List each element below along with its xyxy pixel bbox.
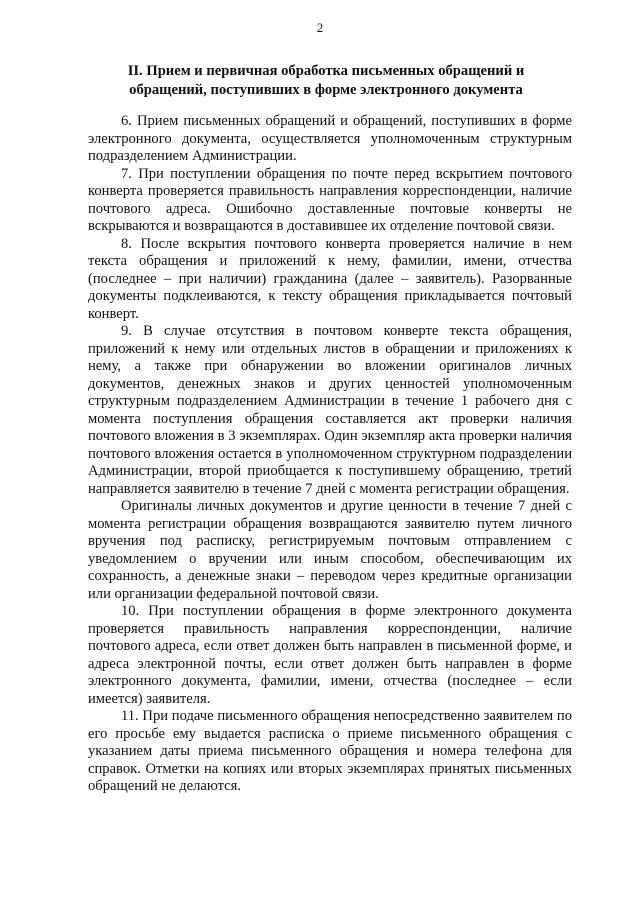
section-heading-line-1: II. Прием и первичная обработка письменных обращений и — [127, 63, 525, 79]
paragraph-9: 9. В случае отсутствия в почтовом конверте текста обращения, приложений к нему или отдельных листов в обращении и приложениях к нему, а также при обнаружении во вложении оригиналов личных документов, денежных знаков и других ценностей уполномоченным структурным подразделением Администрации в течение 1 рабочего дня с момента поступления обращения составляется акт проверки наличия почтового вложения в 3 экземплярах. Один экземпляр акта проверки наличия почтового вложения остается в уполномоченном структурном подразделении Администрации, второй приобщается к поступившему обращению, третий направляется заявителю в течение 7 дней с момента регистрации обращения. — [88, 323, 572, 497]
section-heading-line-2: обращений, поступивших в форме электронного документа — [129, 82, 523, 98]
document-body — [88, 113, 572, 796]
page-number: 2 — [316, 20, 324, 35]
paragraph-7: 7. При поступлении обращения по почте перед вскрытием почтового конверта проверяется правильность направления корреспонденции, наличие почтового адреса. Ошибочно доставленные почтовые конверты не вскрываются и возвращаются в доставившее их отделение почтовой связи. — [88, 165, 572, 234]
paragraph-6: 6. Прием письменных обращений и обращений, поступивших в форме электронного документа, осуществляется уполномоченным структурным подразделением Администрации. — [88, 113, 572, 164]
paragraph-11: 11. При подаче письменного обращения непосредственно заявителем по его просьбе ему выдается расписка о приеме письменного обращения с указанием даты приема письменного обращения и номера телефона для справок. Отметки на копиях или вторых экземплярах принятых письменных обращений не делаются. — [88, 708, 572, 794]
paragraph-9-continued: Оригиналы личных документов и другие ценности в течение 7 дней с момента регистрации обращения возвращаются заявителю путем личного вручения под расписку, регистрируемым почтовым отправлением с уведомлением о вручении или иным способом, обеспечивающим их сохранность, а денежные знаки – переводом через кредитные организации или организации федеральной почтовой связи. — [88, 498, 572, 602]
section-heading — [88, 62, 564, 100]
paragraph-8: 8. После вскрытия почтового конверта проверяется наличие в нем текста обращения и приложений к нему, фамилии, имени, отчества (последнее – при наличии) гражданина (далее – заявитель). Разорванные документы подклеиваются, к тексту обращения прикладывается почтовый конверт. — [88, 235, 572, 322]
paragraph-10: 10. При поступлении обращения в форме электронного документа проверяется правильность направления корреспонденции, наличие почтового адреса, если ответ должен быть направлен в письменной форме, и адреса электронной почты, если ответ должен быть направлен в форме электронного документа, фамилии, имени, отчества (последнее – если имеется) заявителя. — [88, 603, 572, 707]
